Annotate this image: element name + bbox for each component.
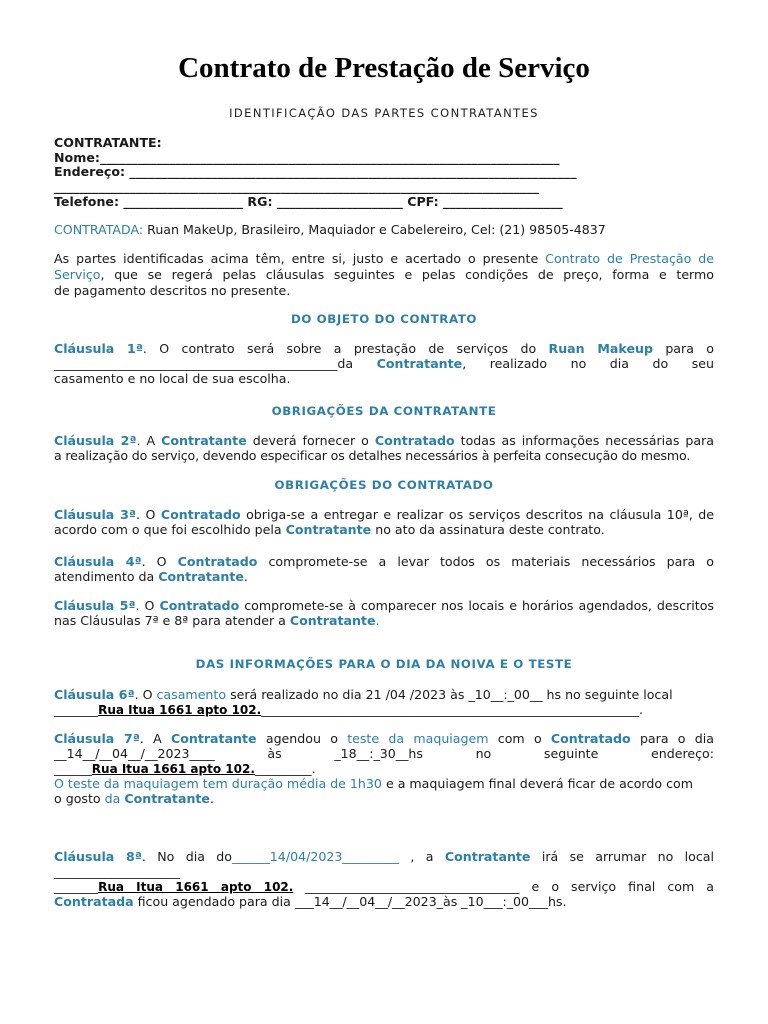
endereco-row: Endereço: _______________________________________________________________________ [54,164,577,179]
clause6-line-1: Cláusula 6ª. O casamento será realizado no dia 21 /04 /2023 às _10__:_00__ hs no seguinte local [54,687,673,702]
section-objeto: DO OBJETO DO CONTRATO [290,312,478,326]
clause7-line-5: o gosto da Contratante. [54,791,214,806]
clause3-line-2: acordo com o que foi escolhido pela Contratante no ato da assinatura deste contrato. [54,522,605,537]
section-obrigacoes-contratante: OBRIGAÇÕES DA CONTRATANTE [271,404,497,418]
intro-line-1: As partes identificadas acima têm, entre si, justo e acertado o presente Contrato de Prestação de [54,251,714,266]
contratada-row: CONTRATADA: Ruan MakeUp, Brasileiro, Maquiador e Cabelereiro, Cel: (21) 98505-4837 [54,222,606,237]
clause1-line-1: Cláusula 1ª. O contrato será sobre a prestação de serviços do Ruan Makeup para o [54,341,714,356]
clause7-line-1: Cláusula 7ª. A Contratante agendou o teste da maquiagem com o Contratado para o dia [54,731,714,746]
clause5-line-2: nas Cláusulas 7ª e 8ª para atender a Contratante. [54,613,380,628]
clause4-line-2: atendimento da Contratante. [54,569,248,584]
clause8-line-1: Cláusula 8ª. No dia do______14/04/2023_________ , a Contratante irá se arrumar no local [54,849,714,864]
section-obrigacoes-contratado: OBRIGAÇÕES DO CONTRATADO [274,478,494,492]
clause7-line-3: ______Rua Itua 1661 apto 102._________. [54,761,316,776]
blank-address-line: _____________________________________________________________________________ [54,179,539,194]
clause8-line-3: _______Rua Itua 1661 apto 102. __________________________________ e o serviço final com a [54,879,714,894]
clause8-line-2: ____________________ [54,864,180,879]
parties-heading: IDENTIFICAÇÃO DAS PARTES CONTRATANTES [229,106,539,120]
clause1-line-2: _____________________________________________da Contratante, realizado no dia do seu [54,356,714,371]
document-title: Contrato de Prestação de Serviço [178,52,590,84]
intro-line-3: de pagamento descritos no presente. [54,283,291,298]
contratante-label: CONTRATANTE: [54,135,162,150]
nome-row: Nome:_________________________________________________________________________ [54,150,560,165]
section-informacoes: DAS INFORMAÇÕES PARA O DIA DA NOIVA E O TESTE [195,657,573,671]
clause7-line-4: O teste da maquiagem tem duração média de 1h30 e a maquiagem final deverá ficar de acordo com [54,776,693,791]
clause3-line-1: Cláusula 3ª. O Contratado obriga-se a entregar e realizar os serviços descritos na cláusula 10ª, de [54,507,714,522]
clause7-line-2: __14__/__04__/__2023____ às _18__:_30__hs no seguinte endereço: [54,746,714,761]
clause2-line-1: Cláusula 2ª. A Contratante deverá fornecer o Contratado todas as informações necessárias para [54,433,715,448]
telefone-rg-cpf-row: Telefone: ___________________ RG: ____________________ CPF: ___________________ [54,194,563,209]
clause5-line-1: Cláusula 5ª. O Contratado compromete-se à comparecer nos locais e horários agendados, descritos [54,598,714,613]
clause4-line-1: Cláusula 4ª. O Contratado compromete-se a levar todos os materiais necessários para o [54,554,714,569]
clause1-line-3: casamento e no local de sua escolha. [54,371,291,386]
clause8-line-4: Contratada ficou agendado para dia ___14__/__04__/__2023_às _10___:_00___hs. [54,894,567,909]
clause6-line-2: _______Rua Itua 1661 apto 102.____________________________________________________________. [54,702,644,717]
clause2-line-2: a realização do serviço, devendo especificar os detalhes necessários à perfeita consecução do mesmo. [54,448,691,463]
intro-line-2: Serviço, que se regerá pelas cláusulas seguintes e pelas condições de preço, forma e termo [54,267,714,282]
